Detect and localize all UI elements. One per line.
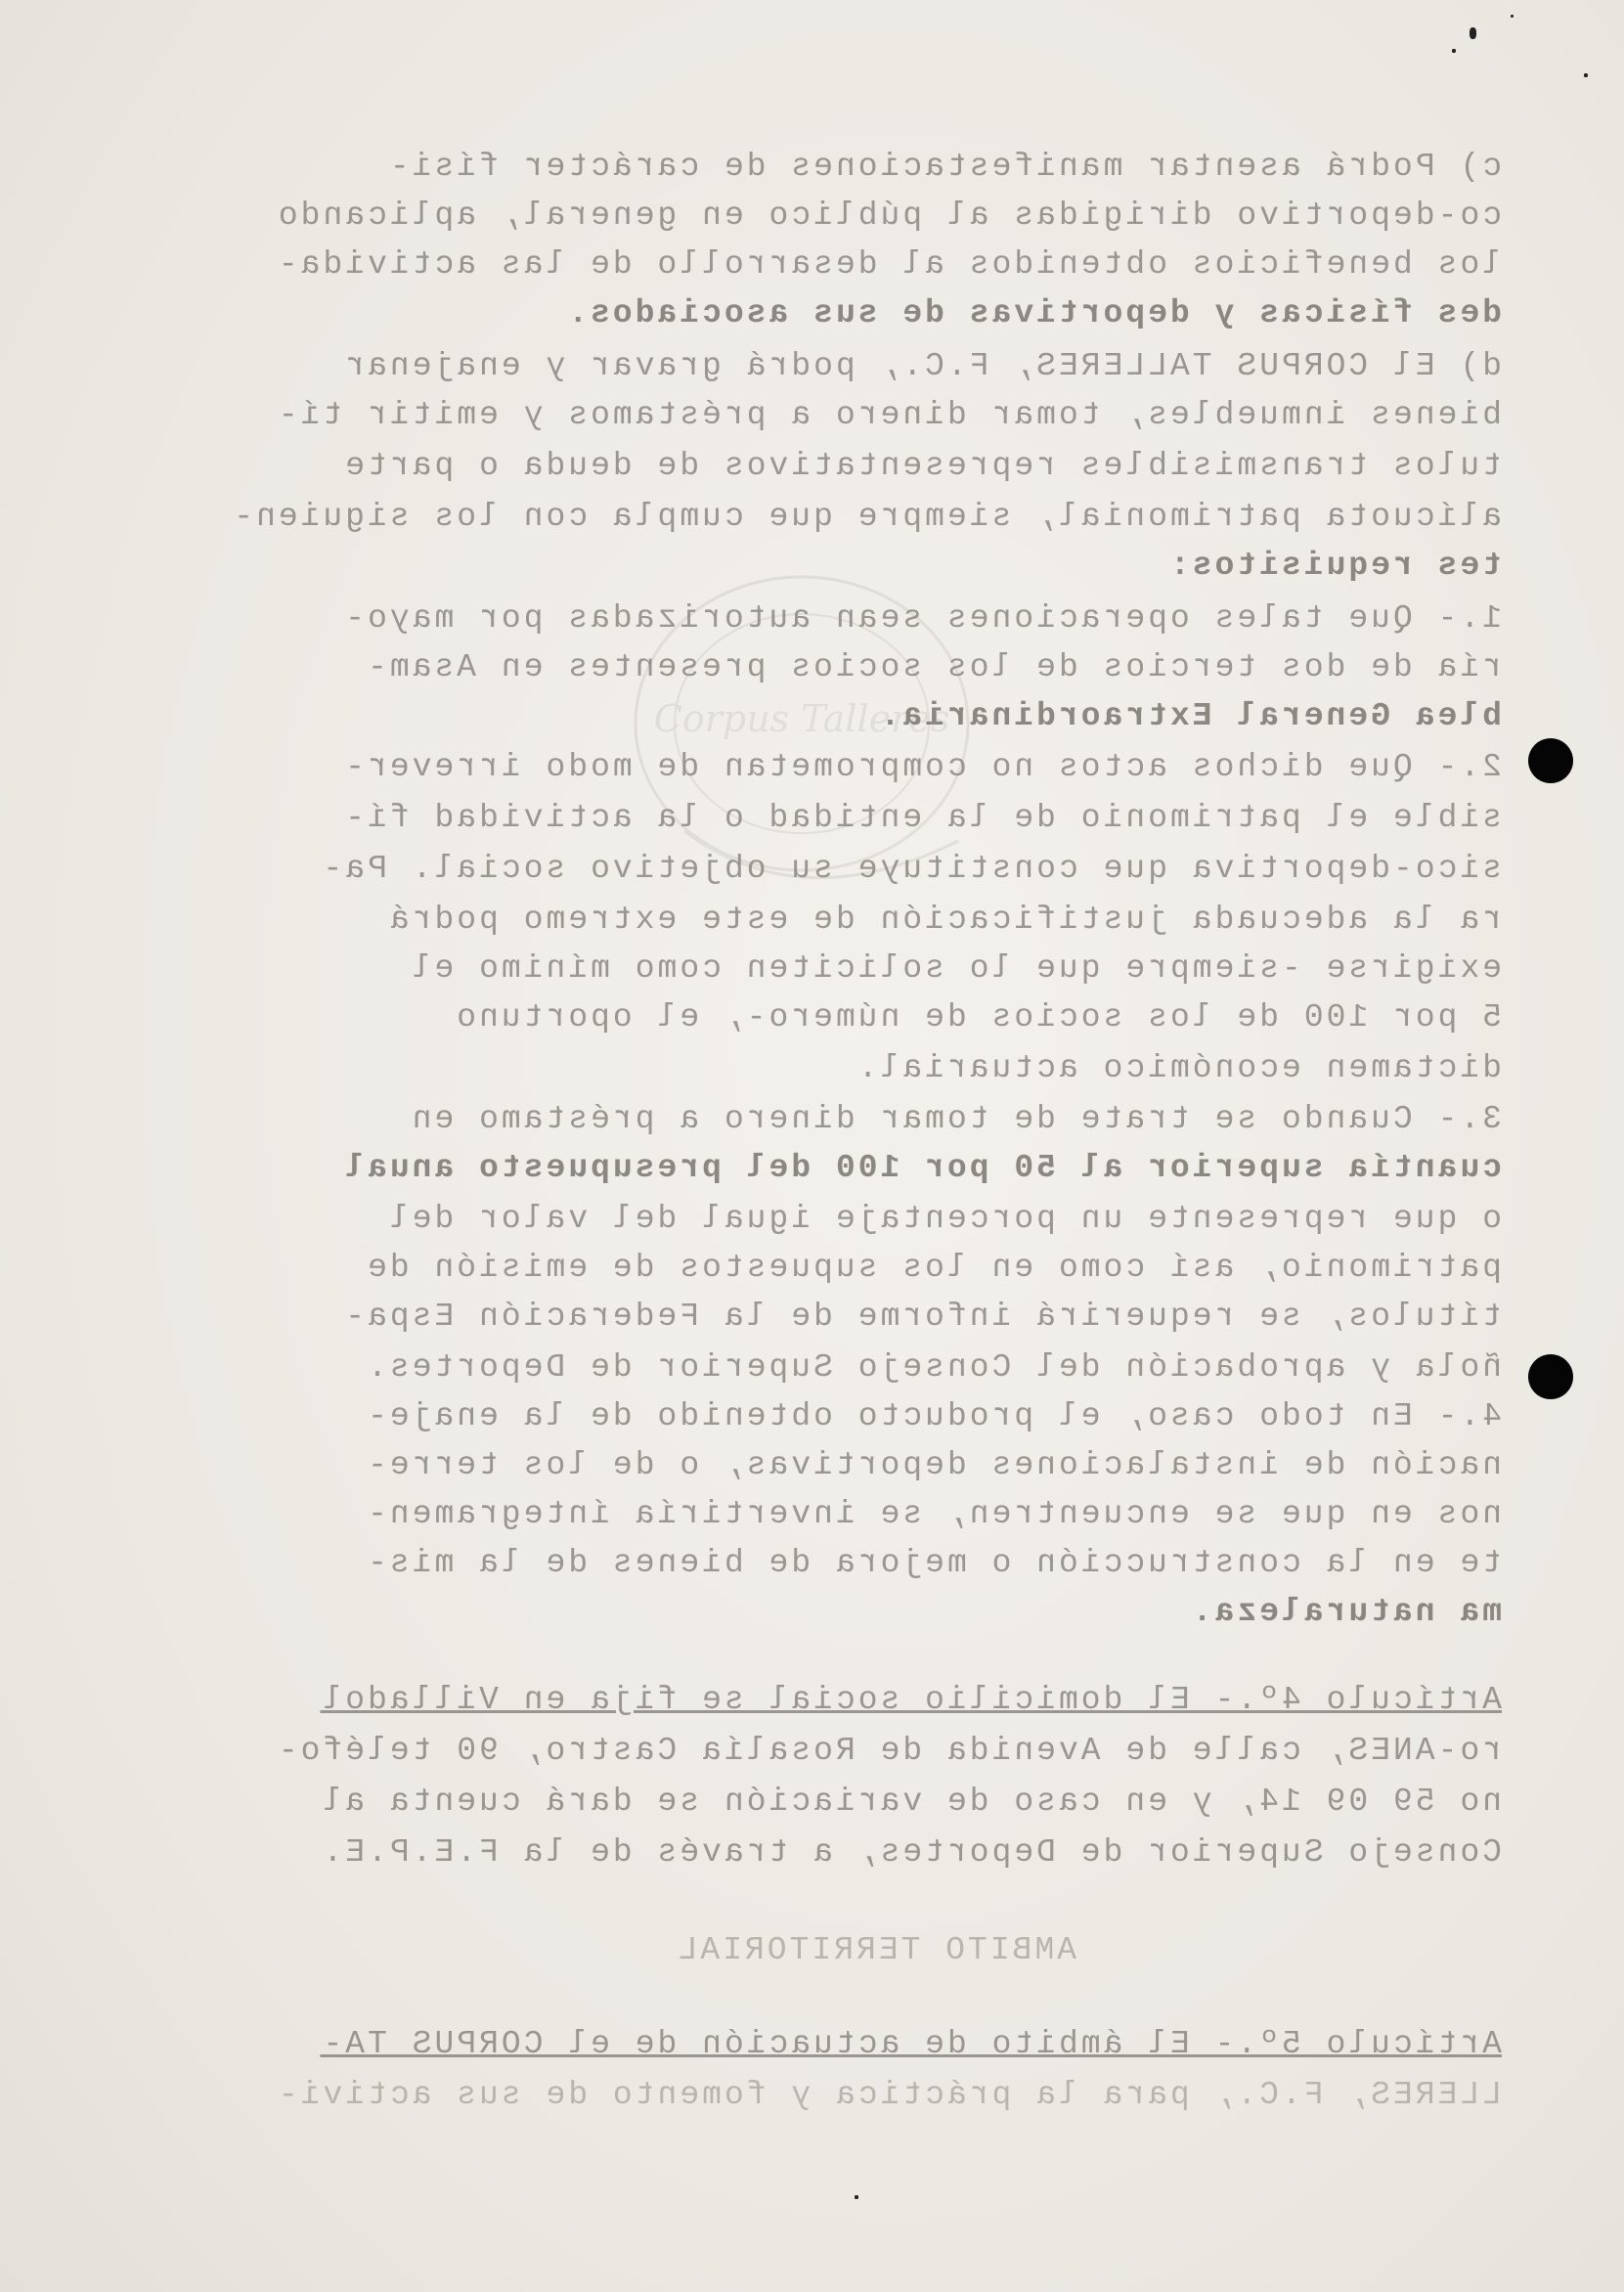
text-line: nos en que se encuentren, se invertiría íntegramen-: [365, 1496, 1502, 1532]
text-line: tulos transmisibles representativos de deuda o parte: [342, 448, 1502, 484]
text-line: o que represente un porcentaje igual del valor del: [386, 1201, 1502, 1237]
text-line: ro-ANES, calle de Avenida de Rosalía Castro, 90 teléfo-: [275, 1733, 1502, 1769]
ink-speck: [855, 2195, 858, 2199]
text-line: cuantía superior al 50 por 100 del presupuesto anual: [342, 1150, 1502, 1186]
text-line: ra la adecuada justificación de este extremo podrá: [386, 902, 1502, 938]
text-line: títulos, se requerirá informe de la Federación Espa-: [342, 1299, 1502, 1335]
text-line: nación de instalaciones deportivas, o de los terre-: [365, 1447, 1502, 1483]
text-line: ñola y aprobación del Consejo Superior de Deportes.: [365, 1349, 1502, 1386]
text-line: exigirse -siempre que lo soliciten como mínimo el: [409, 950, 1502, 987]
text-line: no 59 09 14, y en caso de variación se dará cuenta al: [320, 1784, 1502, 1820]
text-line: c) Podrá asentar manifestaciones de carácter físi-: [386, 149, 1502, 185]
text-line: co-deportivo dirigidas al público en general, aplicando: [275, 198, 1502, 234]
text-line: 3.- Cuando se trate de tomar dinero a préstamo en: [409, 1101, 1502, 1137]
text-line: blea General Extraordinaria.: [877, 698, 1502, 734]
text-line: 1.- Que tales operaciones sean autorizadas por mayo-: [342, 600, 1502, 637]
ink-speck: [1470, 27, 1476, 39]
text-line: patrimonio, así como en los supuestos de emisión de: [365, 1250, 1502, 1286]
text-line: des físicas y deportivas de sus asociados.: [565, 295, 1502, 331]
section-heading: AMBITO TERRITORIAL: [675, 1932, 1076, 1968]
text-line: 4.- En todo caso, el producto obtenido de la enaje-: [365, 1398, 1502, 1434]
punch-hole-lower: [1528, 1354, 1573, 1399]
text-line: los beneficios obtenidos al desarrollo de las activida-: [275, 246, 1502, 283]
ink-speck: [1511, 15, 1514, 18]
text-line: dictamen económico actuarial.: [855, 1050, 1502, 1086]
text-line: LLERES, F.C., para la práctica y fomento de sus activi-: [275, 2077, 1502, 2113]
ink-speck: [1584, 73, 1588, 77]
text-line: 5 por 100 de los socios de número-, el oportuno: [454, 999, 1502, 1036]
text-line: d) El CORPUS TALLERES, F.C., podrá gravar y enajenar: [342, 348, 1502, 384]
text-line: bienes inmuebles, tomar dinero a préstamos y emitir tí-: [275, 397, 1502, 433]
text-line: Artículo 4º.- El domicilio social se fija en Villadol: [320, 1682, 1502, 1718]
stamp-text: Corpus Talleres: [653, 697, 950, 740]
punch-hole-upper: [1528, 738, 1573, 783]
text-line: te en la construcción o mejora de bienes de la mis-: [365, 1545, 1502, 1581]
text-line: Consejo Superior de Deportes, a través de la F.E.P.E.: [320, 1834, 1502, 1871]
text-line: ría de dos tercios de los socios presentes en Asam-: [365, 649, 1502, 685]
text-line: tes requisitos:: [1166, 548, 1502, 584]
ink-speck: [1452, 49, 1456, 53]
text-line: Artículo 5º.- El ámbito de actuación de el CORPUS TA-: [320, 2026, 1502, 2062]
text-line: 2.- Que dichos actos no comprometan de modo irrever-: [342, 749, 1502, 785]
text-line: sible el patrimonio de la entidad o la actividad fí-: [342, 800, 1502, 836]
text-line: ma naturaleza.: [1189, 1594, 1502, 1630]
text-line: alícuota patrimonial, siempre que cumpla con los siguien-: [231, 499, 1502, 535]
text-line: sico-deportiva que constituye su objetivo social. Pa-: [320, 851, 1502, 887]
